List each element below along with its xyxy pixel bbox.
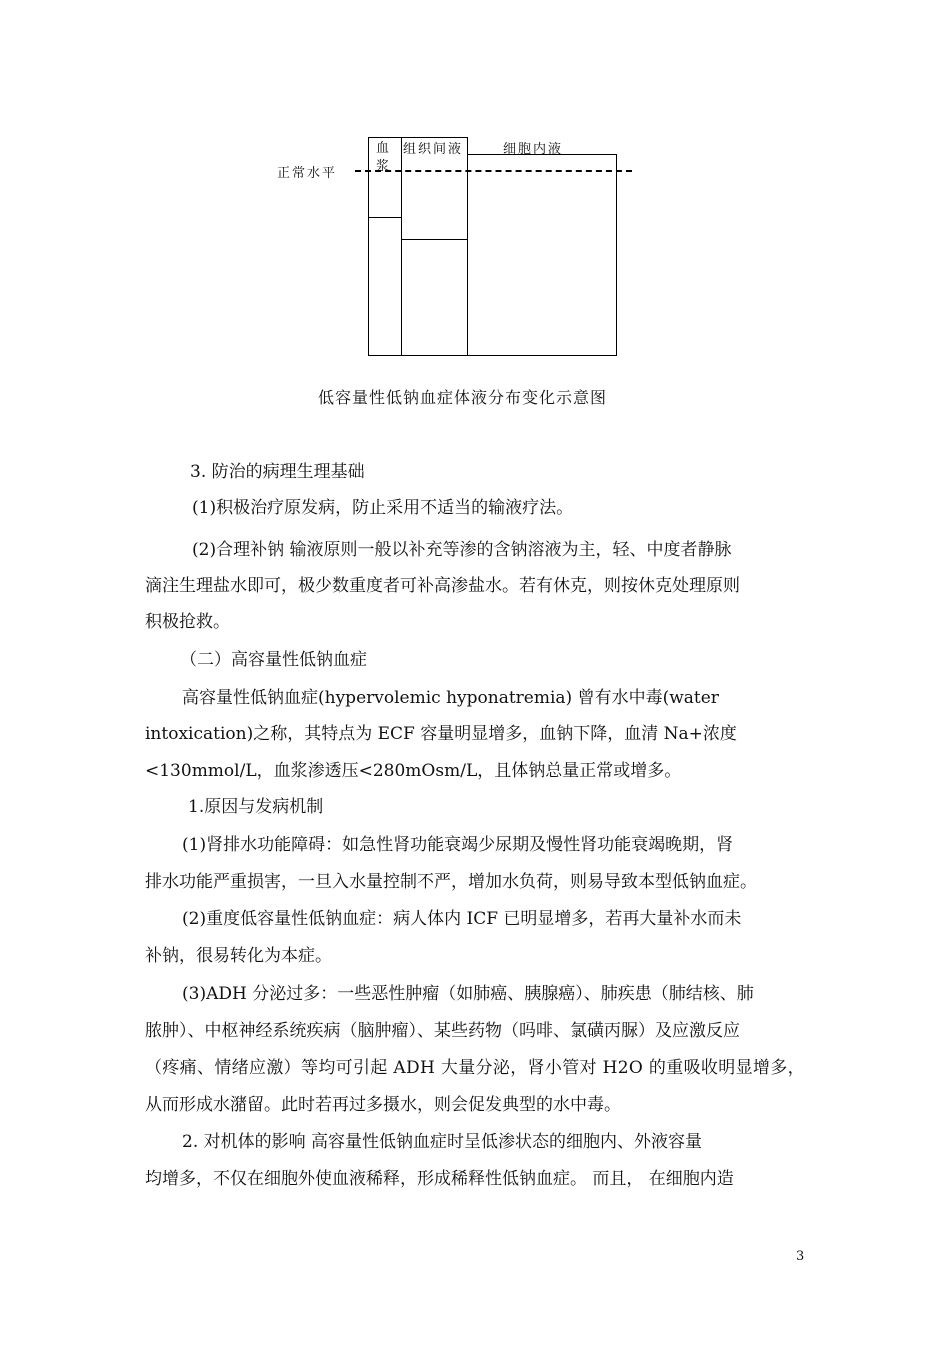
text-line: 3. 防治的病理生理基础 [190, 462, 365, 482]
text-line: 滴注生理盐水即可，极少数重度者可补高渗盐水。若有休克，则按休克处理原则 [145, 576, 740, 596]
text-line: （二）高容量性低钠血症 [180, 650, 367, 670]
text-line: 排水功能严重损害，一旦入水量控制不严，增加水负荷，则易导致本型低钠血症。 [145, 872, 757, 892]
text-line: intoxication)之称，其特点为 ECF 容量明显增多，血钠下降，血清 Na+浓度 [145, 724, 737, 744]
text-line: (1)积极治疗原发病，防止采用不适当的输液疗法。 [192, 498, 574, 518]
plasma-level-box [368, 217, 402, 356]
text-line: (2)重度低容量性低钠血症：病人体内 ICF 已明显增多，若再大量补水而未 [182, 909, 742, 929]
normal-level-label: 正常水平 [277, 166, 338, 181]
intracellular-level-box [467, 154, 617, 356]
text-line: (3)ADH 分泌过多：一些恶性肿瘤（如肺癌、胰腺癌）、肺疾患（肺结核、肺 [182, 984, 754, 1004]
text-line: 1.原因与发病机制 [188, 797, 324, 817]
text-line: 脓肿）、中枢神经系统疾病（脑肿瘤）、某些药物（吗啡、氯磺丙脲）及应激反应 [145, 1021, 740, 1041]
text-line: (2)合理补钠 输液原则一般以补充等渗的含钠溶液为主，轻、中度者静脉 [192, 540, 732, 560]
text-line: (1)肾排水功能障碍：如急性肾功能衰竭少尿期及慢性肾功能衰竭晚期，肾 [182, 835, 734, 855]
interstitial-level-box [401, 239, 468, 356]
plasma-label-bottom: 浆 [376, 159, 392, 174]
text-line: <130mmol/L，血浆渗透压<280mOsm/L，且体钠总量正常或增多。 [145, 761, 682, 781]
text-line: 积极抢救。 [145, 612, 230, 632]
plasma-label-top: 血 [376, 141, 392, 156]
intracellular-label: 细胞内液 [503, 142, 564, 157]
text-line: （疼痛、情绪应激）等均可引起 ADH 大量分泌，肾小管对 H2O 的重吸收明显增多， [145, 1058, 805, 1078]
interstitial-label: 组织间液 [403, 142, 464, 157]
text-line: 均增多，不仅在细胞外使血液稀释，形成稀释性低钠血症。 而且， 在细胞内造 [145, 1169, 734, 1189]
text-line: 2. 对机体的影响 高容量性低钠血症时呈低渗状态的细胞内、外液容量 [182, 1132, 703, 1152]
text-line: 高容量性低钠血症(hypervolemic hyponatremia) 曾有水中毒(water [182, 688, 719, 708]
text-line: 从而形成水潴留。此时若再过多摄水，则会促发典型的水中毒。 [145, 1095, 621, 1115]
text-line: 补钠，很易转化为本症。 [145, 946, 332, 966]
page-number: 3 [796, 1249, 805, 1264]
diagram-caption: 低容量性低钠血症体液分布变化示意图 [318, 388, 608, 407]
